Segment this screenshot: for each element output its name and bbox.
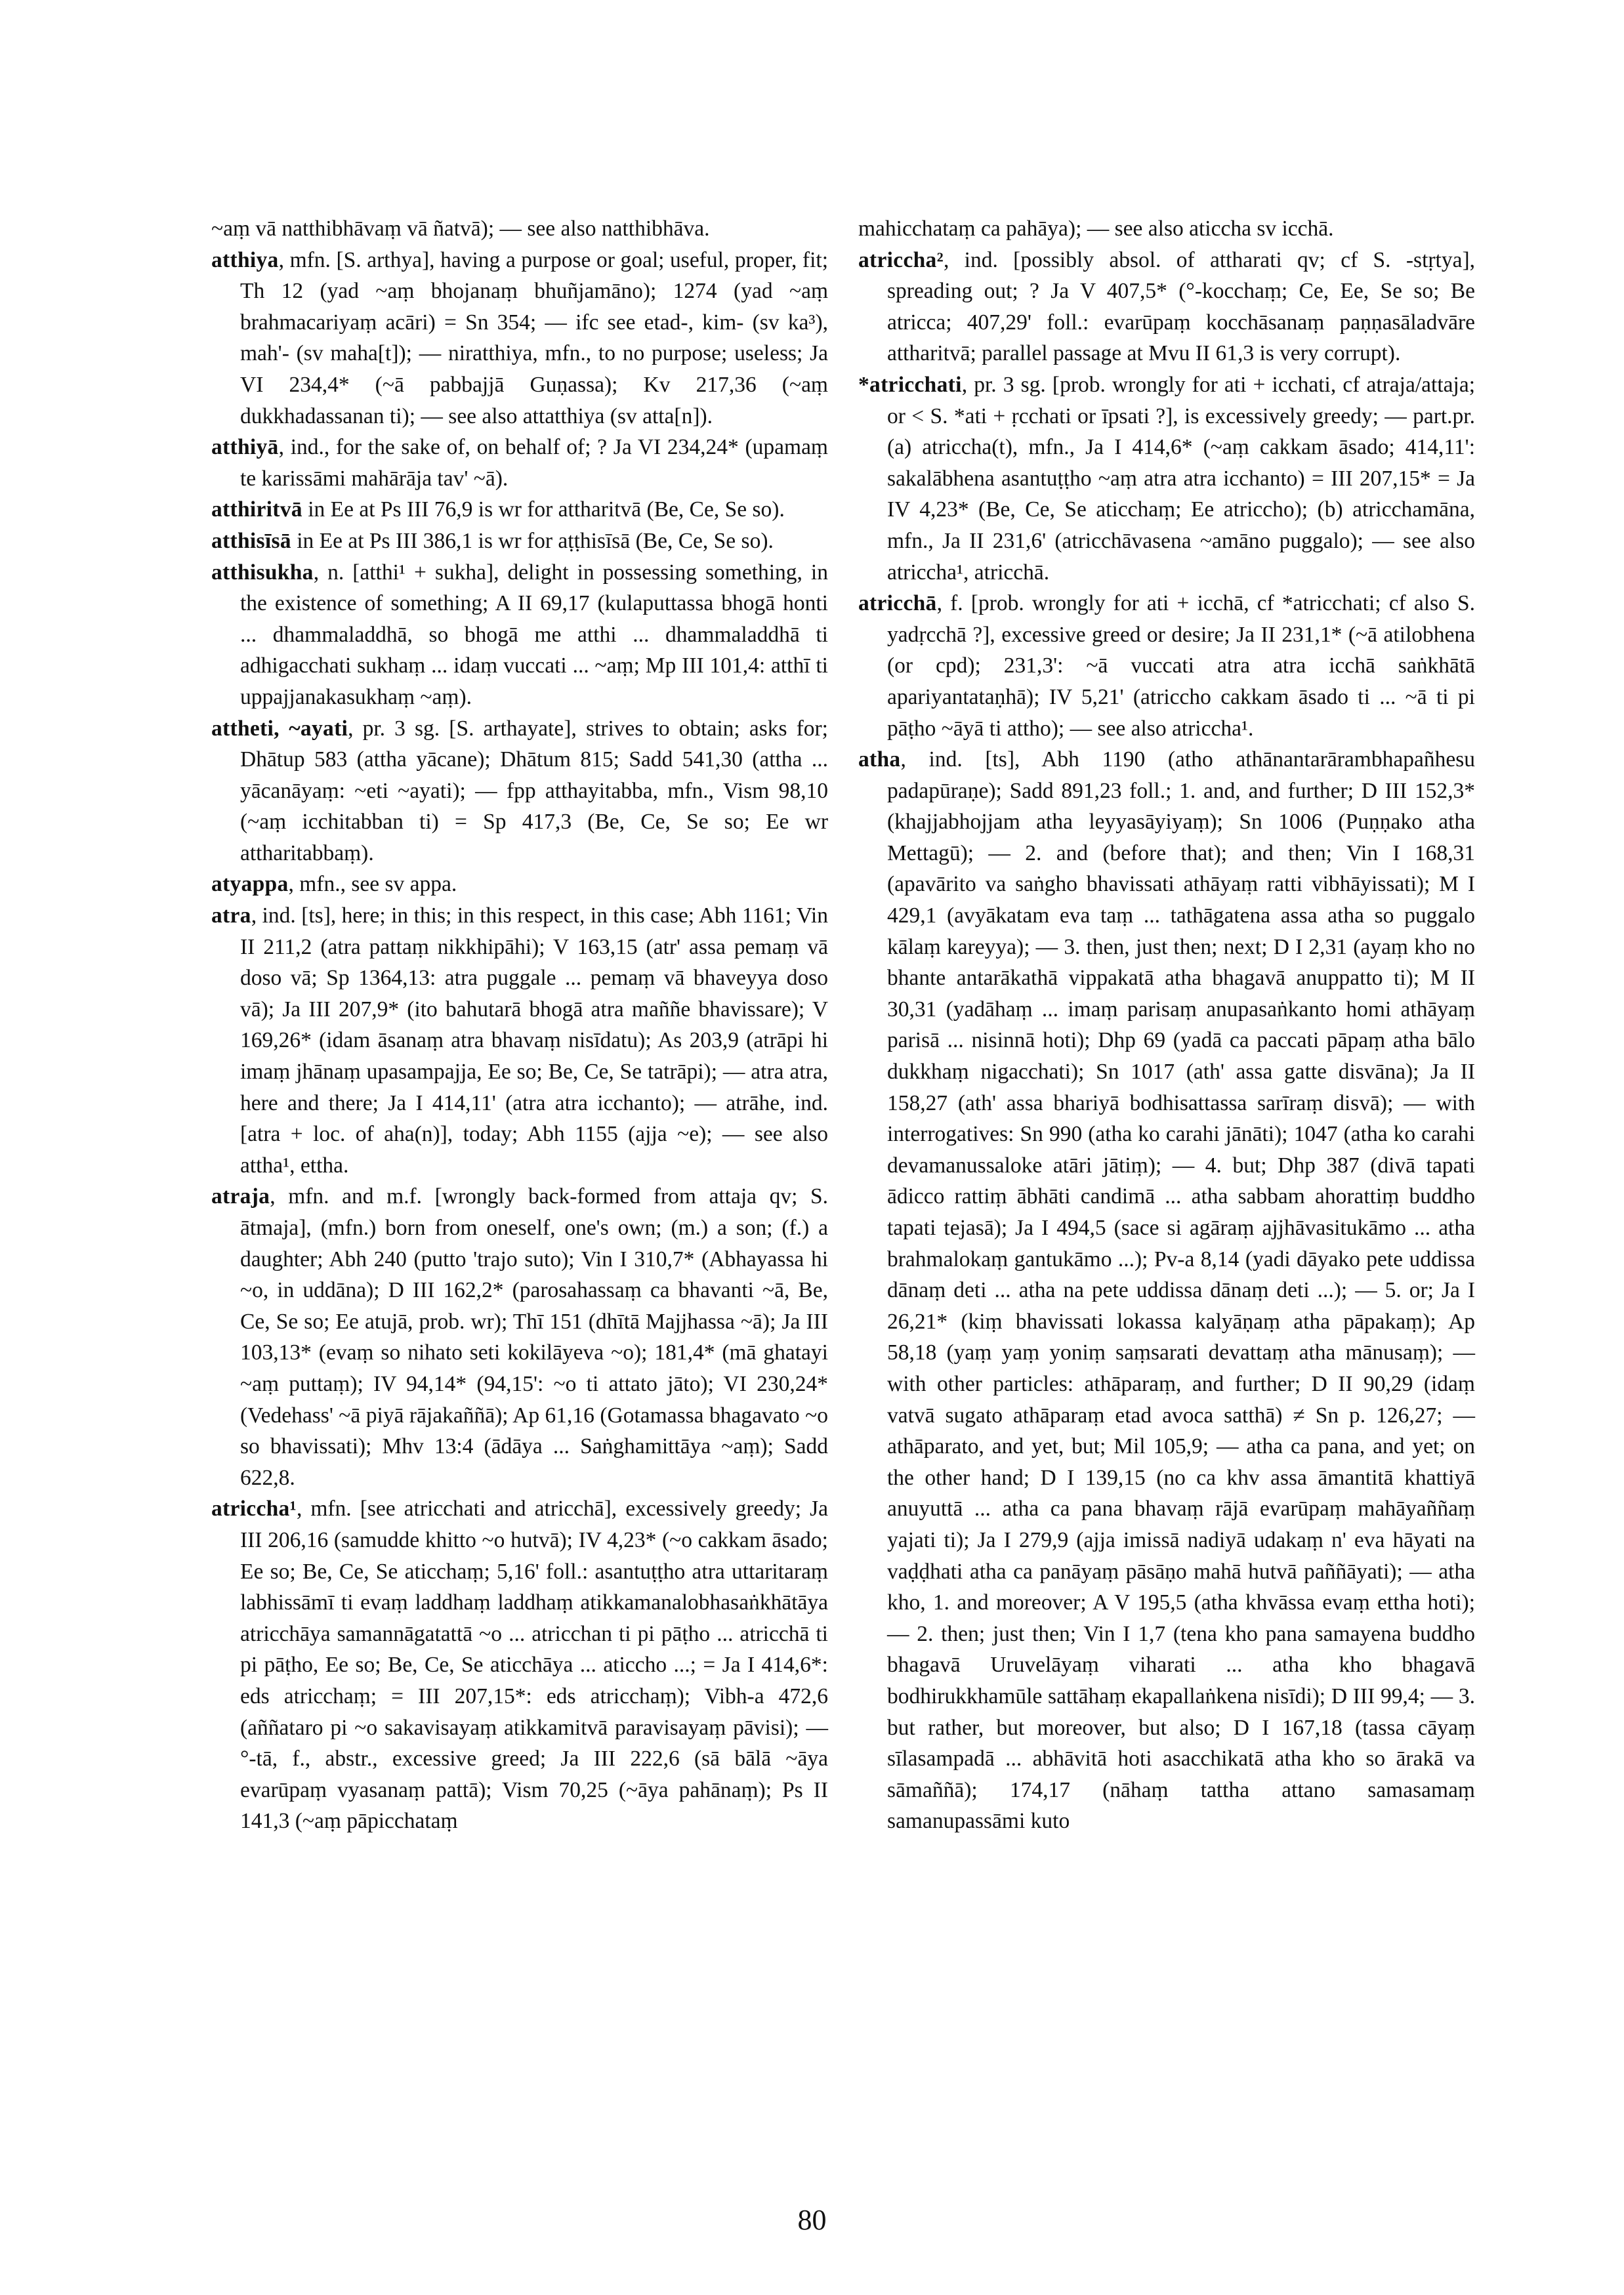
right-column [858, 213, 1475, 1837]
dictionary-entry [211, 1181, 828, 1493]
entry-text: , n. [atthi¹ + sukha], delight in possessing something, in the existence of something; A II 69,17 (kulaputtassa bhogā honti ... dhammaladdhā, so bhogā me atthi ... dhammaladdhā ti adhigacchati sukhaṃ ... idaṃ vuccati ... ~aṃ; Mp III 101,4: atthī ti uppajjanakasukhaṃ ~aṃ). [240, 560, 828, 709]
dictionary-entry [211, 432, 828, 494]
dictionary-entry [858, 588, 1475, 744]
entry-text: , mfn. [S. arthya], having a purpose or goal; useful, proper, fit; Th 12 (yad ~aṃ bhojanaṃ bhuñjamāno); 1274 (yad ~aṃ brahmacariyaṃ acāri) = Sn 354; — ifc see etad-, kim- (sv ka³), mah'- (sv maha[t]); — niratthiya, mfn., to no purpose; useless; Ja VI 234,4* (~ā pabbajjā Guṇassa); Kv 217,36 (~aṃ dukkhadassanan ti); — see also attatthiya (sv atta[n]). [240, 247, 828, 428]
dictionary-entry [211, 1493, 828, 1837]
entry-headword: atricchā [858, 591, 937, 616]
page-number: 80 [797, 2204, 827, 2236]
entry-headword: atthiritvā [211, 497, 302, 522]
dictionary-entry [211, 213, 828, 245]
dictionary-entry [211, 245, 828, 432]
entry-text: , f. [prob. wrongly for ati + icchā, cf *atricchati; cf also S. yadṛcchā ?], excessive greed or desire; Ja II 231,1* (~ā atilobhena (or cpd); 231,3': ~ā vuccati atra atra icchā saṅkhātā apariyantataṇhā); IV 5,21' (atriccho cakkam āsado ti ... ~ā ti pi pāṭho ~āyā ti attho); — see also atriccha¹. [887, 591, 1475, 741]
entry-text: , mfn., see sv appa. [288, 872, 457, 897]
entry-text: , pr. 3 sg. [prob. wrongly for ati + icchati, cf atraja/attaja; or < S. *ati + ṛcchati or īpsati ?], is excessively greedy; — part.pr. (a) atriccha(t), mfn., Ja I 414,6* (~aṃ cakkam āsado; 414,11': sakalābhena asantuṭṭho ~aṃ atra atra icchanto) = III 207,15* = Ja IV 4,23* (Be, Ce, Se aticchaṃ; Ee atriccho); (b) atricchamāna, mfn., Ja II 231,6' (atricchāvasena ~amāno puggalo); — see also atriccha¹, atricchā. [887, 372, 1475, 585]
dictionary-entry [211, 526, 828, 557]
dictionary-entry [211, 494, 828, 526]
left-column [211, 213, 828, 1837]
entry-headword: atthiyā [211, 435, 279, 460]
entry-headword: atha [858, 747, 901, 772]
dictionary-entry [858, 744, 1475, 1837]
dictionary-entry [858, 369, 1475, 588]
dictionary-entry [858, 213, 1475, 245]
entry-headword: atriccha² [858, 247, 944, 272]
entry-text: , mfn. and m.f. [wrongly back-formed from attaja qv; S. ātmaja], (mfn.) born from oneself, one's own; (m.) a son; (f.) a daughter; Abh 240 (putto 'trajo suto); Vin I 310,7* (Abhayassa hi ~o, in uddāna); D III 162,2* (parosahassaṃ ca bhavanti ~ā, Be, Ce, Se so; Ee atujā, prob. wr); Thī 151 (dhītā Majjhassa ~ā); Ja III 103,13* (evaṃ so nihato seti kokilāyeva ~o); 181,4* (mā ghatayi ~aṃ puttaṃ); IV 94,14* (94,15': ~o ti attato jāto); VI 230,24* (Vedehass' ~ā piyā rājakaññā); Ap 61,16 (Gotamassa bhagavato ~o so bhavissati); Mhv 13:4 (ādāya ... Saṅghamittāya ~aṃ); Sadd 622,8. [240, 1184, 828, 1490]
entry-headword: atra [211, 903, 251, 928]
entry-headword: attheti, ~ayati [211, 716, 348, 741]
entry-headword: atraja [211, 1184, 270, 1209]
entry-headword: atthiya [211, 247, 279, 272]
entry-headword: *atricchati [858, 372, 962, 397]
entry-text: , mfn. [see atricchati and atricchā], excessively greedy; Ja III 206,16 (samudde khitto ~o hutvā); IV 4,23* (~o cakkam āsado; Ee so; Be, Ce, Se aticchaṃ; 5,16' foll.: asantuṭṭho atra uttaritaraṃ labhissāmī ti evaṃ laddhaṃ laddhaṃ atikkamanalobhasaṅkhātāya atricchāya samannāgatattā ~o ... atricchan ti pi pāṭho ... atricchā ti pi pāṭho, Ee so; Be, Ce, Se aticchāya ... aticcho ...; = Ja I 414,6*: eds atricchaṃ; = III 207,15*: eds atricchaṃ); Vibh-a 472,6 (aññataro pi ~o sakavisayaṃ atikkamitvā paravisayaṃ pāvisi); — °-tā, f., abstr., excessive greed; Ja III 222,6 (sā bālā ~āya evarūpaṃ vyasanaṃ pattā); Vism 70,25 (~āya pahānaṃ); Ps II 141,3 (~aṃ pāpicchataṃ [240, 1497, 828, 1834]
entry-text: in Ee at Ps III 386,1 is wr for aṭṭhisīsā (Be, Ce, Se so). [291, 528, 774, 553]
entry-text: , ind. [ts], Abh 1190 (atho athānantarārambhapañhesu padapūraṇe); Sadd 891,23 foll.; 1. and, and further; D III 152,3* (khajjabhojjam atha leyyasāyiyaṃ); Sn 1006 (Puṇṇako atha Mettagū); — 2. and (before that); and then; Vin I 168,31 (apavārito va saṅgho bhavissati athāyaṃ ratti vibhāyissati); M I 429,1 (avyākatam eva taṃ ... tathāgatena assa atha so puggalo kālaṃ kareyya); — 3. then, just then; next; D I 2,31 (ayaṃ kho no bhante antarākathā vippakatā atha bhagavā anuppatto ti); M II 30,31 (yadāhaṃ ... imaṃ parisaṃ anupasaṅkanto homi athāyaṃ parisā ... nisinnā hoti); Dhp 69 (yadā ca paccati pāpaṃ atha bālo dukkhaṃ nigacchati); Sn 1017 (ath' assa gatte disvāna); Ja II 158,27 (ath' assa bhariyā bodhisattassa sarīraṃ disvā); — with interrogatives: Sn 990 (atha ko carahi jānāti); 1047 (atha ko carahi devamanussaloke atāri jātiṃ); — 4. but; Dhp 387 (divā tapati ādicco rattiṃ ābhāti candimā ... atha sabbam ahorattiṃ buddho tapati tejasā); Ja I 494,5 (sace si agāraṃ ajjhāvasitukāmo ... atha brahmalokaṃ gantukāmo ...); Pv-a 8,14 (yadi dāyako pete uddissa dānaṃ deti ... atha na pete uddissa dānaṃ deti ...); — 5. or; Ja I 26,21* (kiṃ bhavissati lokassa kalyāṇaṃ atha pāpakaṃ); Ap 58,18 (yaṃ yaṃ yoniṃ saṃsarati devattaṃ atha mānusaṃ); — with other particles: athāparaṃ, and further; D II 90,29 (idaṃ vatvā sugato athāparaṃ etad avoca satthā) ≠ Sn p. 126,27; — athāparato, and yet, but; Mil 105,9; — atha ca pana, and yet; on the other hand; D I 139,15 (no ca khv assa āmantitā khattiyā anuyuttā ... atha ca pana bhavaṃ rājā evarūpaṃ mahāyaññaṃ yajati ti); Ja I 279,9 (ajja imissā nadiyā udakaṃ n' eva hāyati na vaḍḍhati atha ca panāyaṃ pāsāṇo mahā hutvā paññāyati); — atha kho, 1. and moreover; A V 195,5 (atha khvāssa evaṃ ettha hoti); — 2. then; just then; Vin I 1,7 (tena kho pana samayena buddho bhagavā Uruvelāyaṃ viharati ... atha kho bhagavā bodhirukkhamūle sattāhaṃ ekapallaṅkena nisīdi); D III 99,4; — 3. but rather, but moreover, but also; D I 167,18 (tassa cāyaṃ sīlasampadā ... abhāvitā hoti asacchikatā atha kho so ārakā va sāmaññā); 174,17 (nāhaṃ tattha attano samasamaṃ samanupassāmi kuto [887, 747, 1475, 1834]
dictionary-entry [211, 713, 828, 869]
entry-text: , ind., for the sake of, on behalf of; ? Ja VI 234,24* (upamaṃ te karissāmi mahārāja tav' ~ā). [240, 435, 828, 491]
dictionary-entry [858, 245, 1475, 369]
dictionary-entry [211, 869, 828, 900]
entry-headword: atthisukha [211, 560, 314, 585]
entry-text: ~aṃ vā natthibhāvaṃ vā ñatvā); — see also natthibhāva. [211, 217, 710, 241]
entry-headword: atyappa [211, 872, 289, 897]
entry-headword: atthisīsā [211, 528, 291, 553]
dictionary-entry [211, 557, 828, 713]
entry-text: in Ee at Ps III 76,9 is wr for attharitvā (Be, Ce, Se so). [302, 497, 785, 522]
entry-text: , pr. 3 sg. [S. arthayate], strives to obtain; asks for; Dhātup 583 (attha yācane); Dhātum 815; Sadd 541,30 (attha ... yācanāyaṃ: ~eti ~ayati); — fpp atthayitabba, mfn., Vism 98,10 (~aṃ icchitabban ti) = Sp 417,3 (Be, Ce, Se so; Ee wr attharitabbaṃ). [240, 716, 828, 865]
dictionary-entry [211, 900, 828, 1181]
entry-headword: atriccha¹ [211, 1497, 297, 1521]
entry-text: , ind. [possibly absol. of attharati qv; cf S. -stṛtya], spreading out; ? Ja V 407,5* (°-kocchaṃ; Ce, Ee, Se so; Be atricca; 407,29' foll.: evarūpaṃ kocchāsanaṃ paṇṇasāladvāre attharitvā; parallel passage at Mvu II 61,3 is very corrupt). [887, 247, 1475, 366]
entry-text: , ind. [ts], here; in this; in this respect, in this case; Abh 1161; Vin II 211,2 (atra pattaṃ nikkhipāhi); V 163,15 (atr' assa pemaṃ vā doso vā; Sp 1364,13: atra puggale ... pemaṃ vā bhaveyya doso vā); Ja III 207,9* (ito bahutarā bhogā atra maññe bhavissare); V 169,26* (idam āsanaṃ atra bhavaṃ nisīdatu); As 203,9 (atrāpi hi imaṃ jhānaṃ upasampajja, Ee so; Be, Ce, Se tatrāpi); — atra atra, here and there; Ja I 414,11' (atra atra icchanto); — atrāhe, ind. [atra + loc. of aha(n)], today; Abh 1155 (ajja ~e); — see also attha¹, ettha. [240, 903, 828, 1178]
entry-text: mahicchataṃ ca pahāya); — see also aticcha sv icchā. [858, 217, 1334, 241]
